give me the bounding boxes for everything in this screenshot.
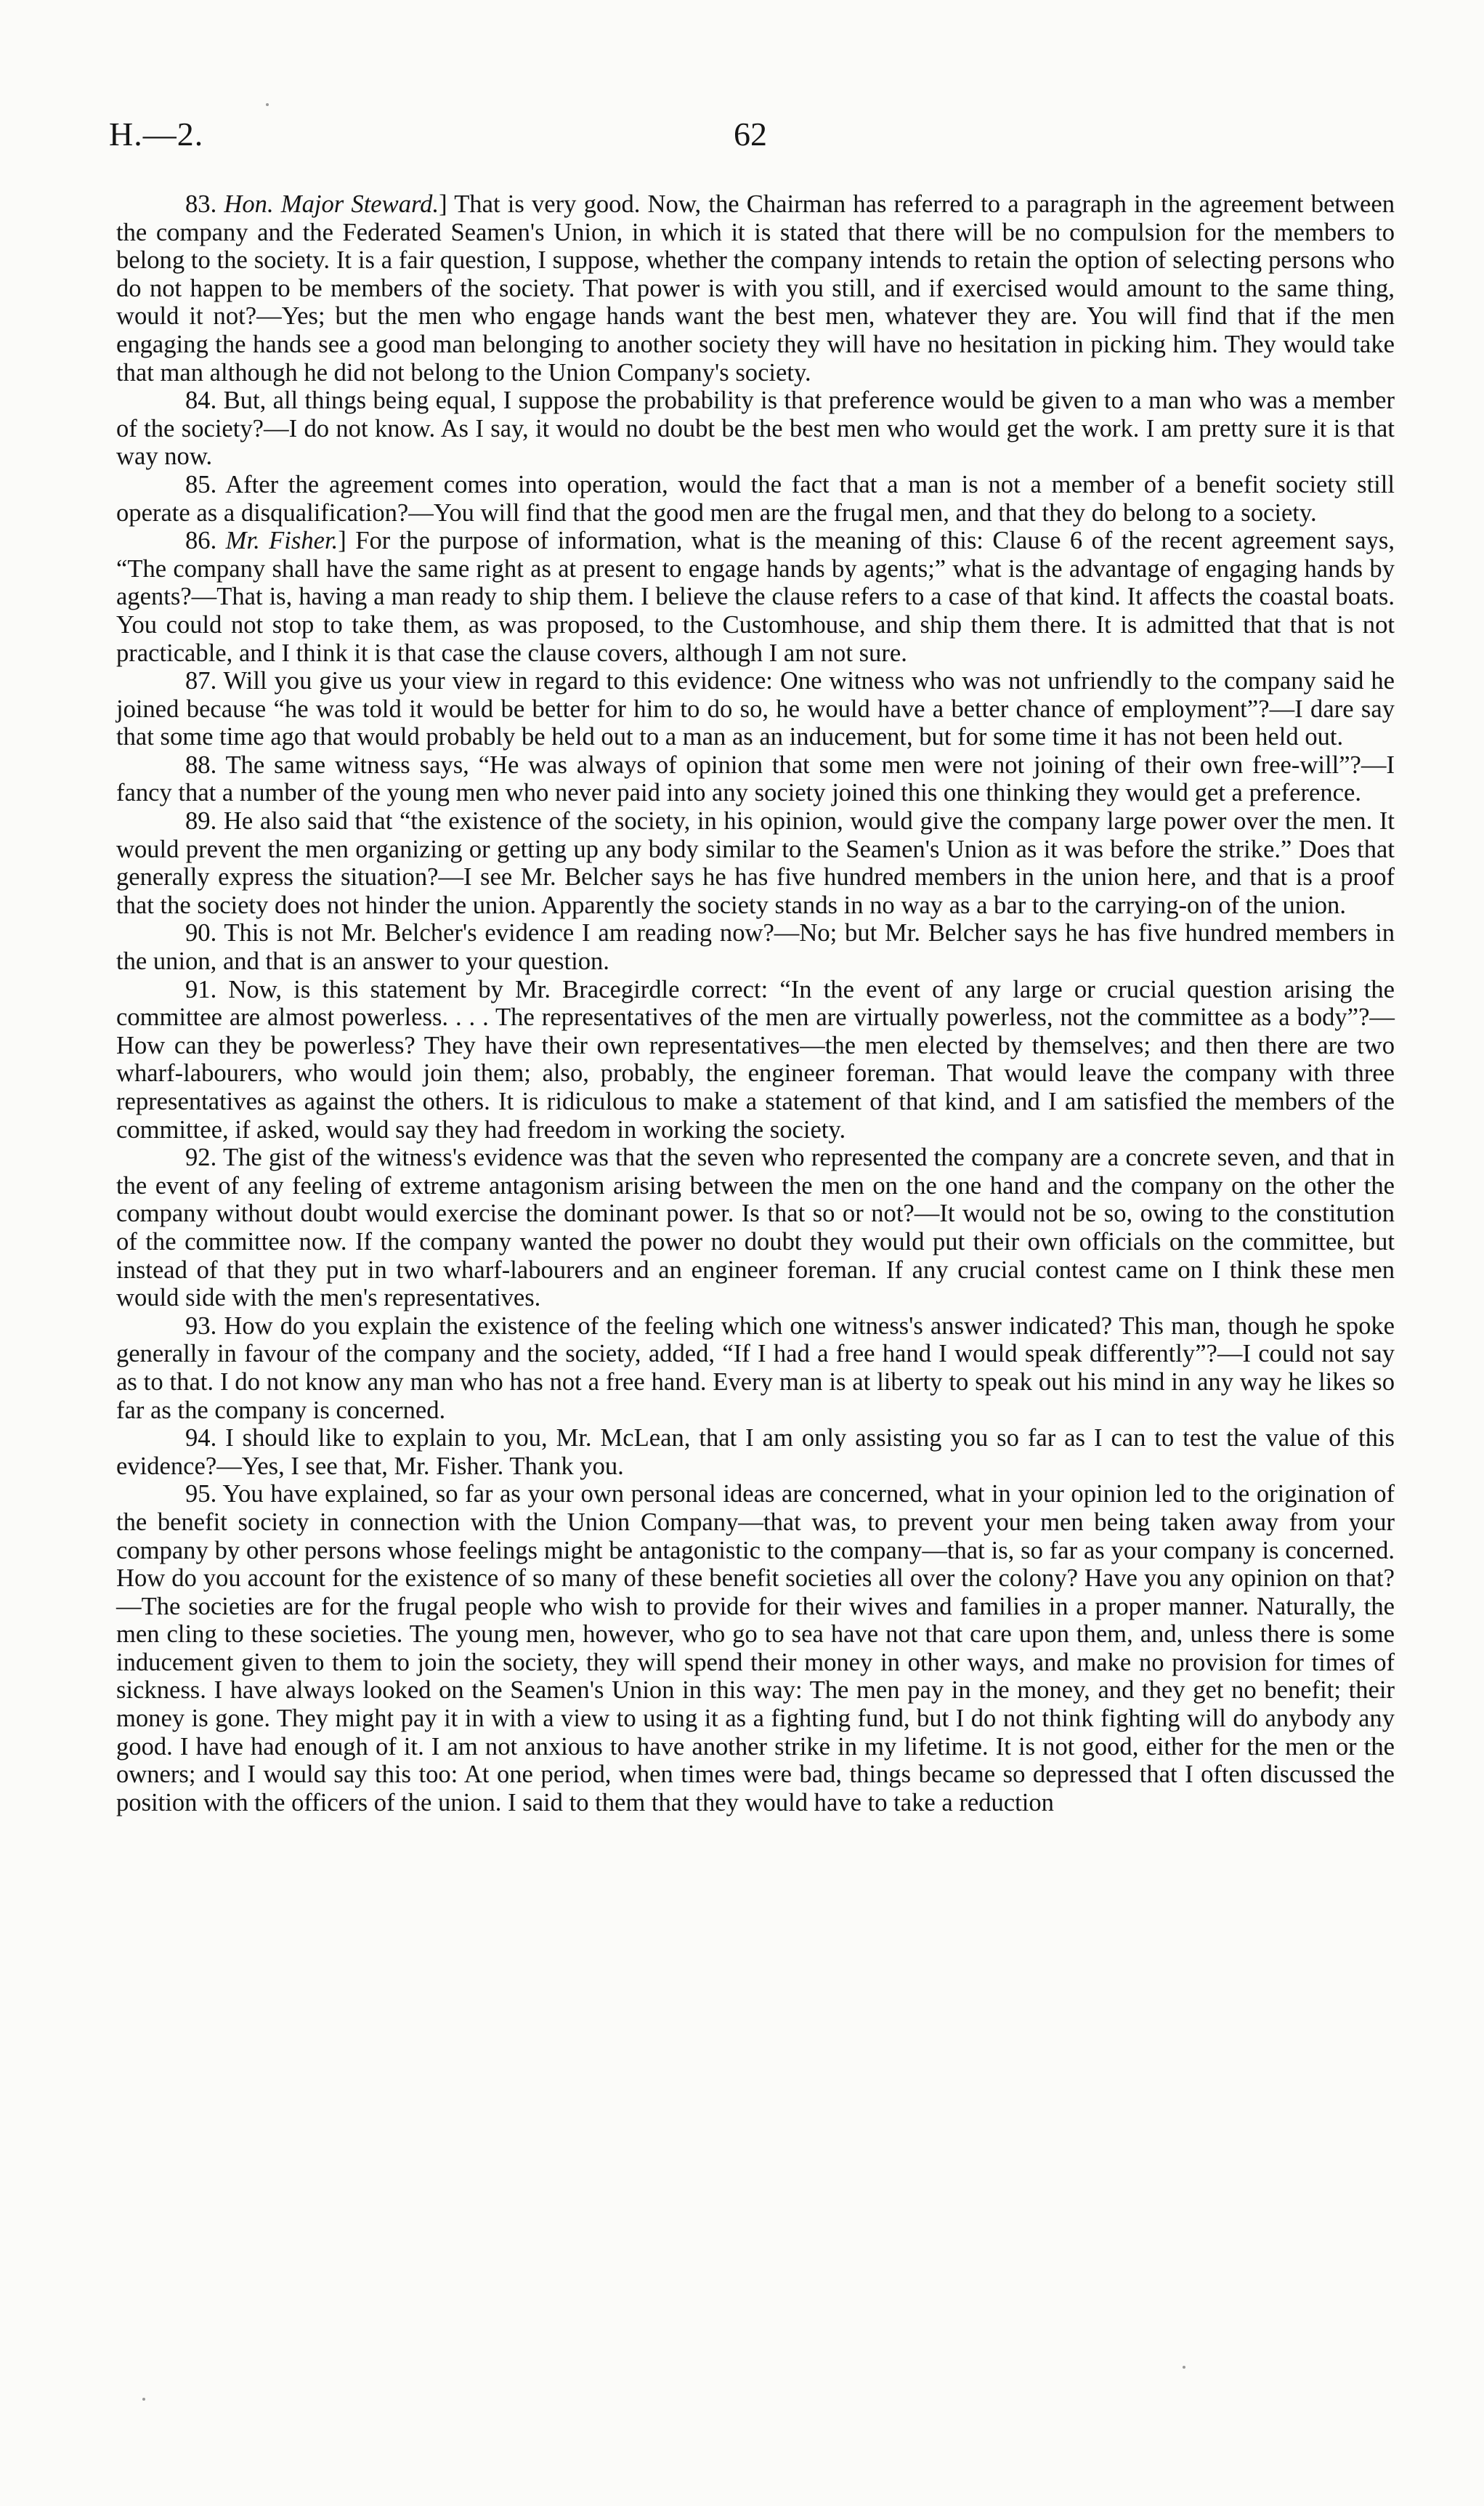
speaker-name: Hon. Major Steward.: [224, 190, 439, 218]
question-number: 92.: [185, 1144, 217, 1172]
paragraph-text: He also said that “the existence of the society, in his opinion, would give the company large power over the men. It would prevent the men organizing or getting up any body similar to the Seamen's Union as it was before the strike.” Does that generally express the situation?—I see Mr. Belcher says he has five hundred members in the union here, and that is a proof that the society does not hinder the union. Apparently the society stands in no way as a bar to the carrying-on of the union.: [116, 807, 1395, 919]
paragraph-85: [116, 471, 1395, 527]
question-number: 91.: [185, 975, 217, 1003]
paragraph-86: [116, 527, 1395, 667]
paragraph-90: [116, 919, 1395, 975]
paragraph-text: The gist of the witness's evidence was that the seven who represented the company are a concrete seven, and that in the event of any feeling of extreme antagonism arising between the men on the one hand and the company on the other the company without doubt would exercise the dominant power. Is that so or not?—It would not be so, owing to the constitution of the committee now. If the company wanted the power no doubt they would put their own officials on the committee, but instead of that they put in two wharf-labourers and an engineer foreman. If any crucial contest came on I think these men would side with the men's representatives.: [116, 1144, 1395, 1312]
question-number: 86.: [185, 527, 217, 555]
testimony-body: [116, 190, 1395, 1816]
paragraph-text: Will you give us your view in regard to this evidence: One witness who was not unfriendly to the company said he joined because “he was told it would be better for him to do so, he would have a better chance of employment”?—I dare say that some time ago that would probably be held out to a man as an inducement, but for some time it has not been held out.: [116, 667, 1395, 751]
paragraph-text: That is very good. Now, the Chairman has referred to a paragraph in the agreement between the company and the Federated Seamen's Union, in which it is stated that there will be no compulsion for the members to belong to the society. It is a fair question, I suppose, whether the company intends to retain the option of selecting persons who do not happen to be members of the society. That power is with you still, and if exercised would amount to the same thing, would it not?—Yes; but the men who engage hands want the best men, whatever they are. You will find that if the men engaging the hands see a good man belonging to another society they will have no hesitation in picking him. They would take that man although he did not belong to the Union Company's society.: [116, 190, 1395, 387]
scan-speck: [142, 2398, 145, 2401]
question-number: 84.: [185, 387, 217, 415]
question-number: 89.: [185, 807, 217, 836]
paragraph-94: [116, 1424, 1395, 1480]
paragraph-95: [116, 1480, 1395, 1816]
speaker-name: Mr. Fisher.: [225, 527, 338, 555]
speaker-bracket: ]: [439, 190, 447, 218]
question-number: 94.: [185, 1424, 217, 1452]
paragraph-87: [116, 667, 1395, 751]
paragraph-89: [116, 807, 1395, 919]
paragraph-92: [116, 1144, 1395, 1312]
question-number: 83.: [185, 190, 217, 218]
paragraph-83: [116, 190, 1395, 387]
scan-speck: [1183, 2366, 1185, 2369]
paragraph-84: [116, 387, 1395, 471]
question-number: 93.: [185, 1311, 217, 1340]
paragraph-text: You have explained, so far as your own personal ideas are concerned, what in your opinion led to the origination of the benefit society in connection with the Union Company—that was, to prevent your men being taken away from your company by other persons whose feelings might be antagonistic to the company—that is, so far as your company is concerned. How do you account for the existence of so many of these benefit societies all over the colony? Have you any opinion on that?—The societies are for the frugal people who wish to provide for their wives and families in a proper manner. Naturally, the men cling to these societies. The young men, however, who go to sea have not that care upon them, and, unless there is some inducement given to them to join the society, they will spend their money in other ways, and make no provision for times of sickness. I have always looked on the Seamen's Union in this way: The men pay in the money, and they get no benefit; their money is gone. They might pay it in with a view to using it as a fighting fund, but I do not think fighting will do anybody any good. I have had enough of it. I am not anxious to have another strike in my lifetime. It is not good, either for the men or the owners; and I would say this too: At one period, when times were bad, things became so depressed that I often discussed the position with the officers of the union. I said to them that they would have to take a reduction: [116, 1480, 1395, 1816]
paragraph-text: How do you explain the existence of the feeling which one witness's answer indicated? This man, though he spoke generally in favour of the company and the society, added, “If I had a free hand I would speak differently”?—I could not say as to that. I do not know any man who has not a free hand. Every man is at liberty to speak out his mind in any way he likes so far as the company is concerned.: [116, 1311, 1395, 1424]
paragraph-text: This is not Mr. Belcher's evidence I am reading now?—No; but Mr. Belcher says he has five hundred members in the union, and that is an answer to your question.: [116, 919, 1395, 976]
question-number: 90.: [185, 919, 217, 947]
paragraph-88: [116, 751, 1395, 807]
question-number: 95.: [185, 1480, 217, 1508]
speaker-bracket: ]: [338, 527, 346, 555]
paragraph-93: [116, 1312, 1395, 1424]
question-number: 85.: [185, 470, 217, 498]
series-reference: H.—2.: [109, 116, 204, 153]
question-number: 88.: [185, 751, 217, 779]
paragraph-text: For the purpose of information, what is the meaning of this: Clause 6 of the recent agreement says, “The company shall have the same right as at present to engage hands by agents;” what is the advantage of engaging hands by agents?—That is, having a man ready to ship them. I believe the clause refers to a case of that kind. It affects the coastal boats. You could not stop to take them, as was proposed, to the Customhouse, and ship them there. It is admitted that that is not practicable, and I think it is that case the clause covers, although I am not sure.: [116, 527, 1395, 667]
page-number: 62: [734, 116, 767, 153]
paragraph-text: Now, is this statement by Mr. Bracegirdle correct: “In the event of any large or crucial question arising the committee are almost powerless. . . . The representatives of the men are virtually powerless, not the committee as a body”?—How can they be powerless? They have their own representatives—the men elected by themselves; and then there are two wharf-labourers, who would join them; also, probably, the engineer foreman. That would leave the company with three representatives as against the others. It is ridiculous to make a statement of that kind, and I am satisfied the members of the committee, if asked, would say they had freedom in working the society.: [116, 975, 1395, 1144]
scan-speck: [266, 103, 269, 106]
paragraph-text: I should like to explain to you, Mr. McLean, that I am only assisting you so far as I can to test the value of this evidence?—Yes, I see that, Mr. Fisher. Thank you.: [116, 1424, 1395, 1480]
paragraph-text: After the agreement comes into operation, would the fact that a man is not a member of a benefit society still operate as a disqualification?—You will find that the good men are the frugal men, and that they do belong to a society.: [116, 470, 1395, 527]
question-number: 87.: [185, 667, 217, 695]
paragraph-91: [116, 976, 1395, 1144]
paragraph-text: The same witness says, “He was always of opinion that some men were not joining of their own free-will”?—I fancy that a number of the young men who never paid into any society joined this one thinking they would get a preference.: [116, 751, 1395, 807]
page-header: [109, 115, 1387, 166]
paragraph-text: But, all things being equal, I suppose the probability is that preference would be given to a man who was a member of the society?—I do not know. As I say, it would no doubt be the best men who would get the work. I am pretty sure it is that way now.: [116, 387, 1395, 471]
